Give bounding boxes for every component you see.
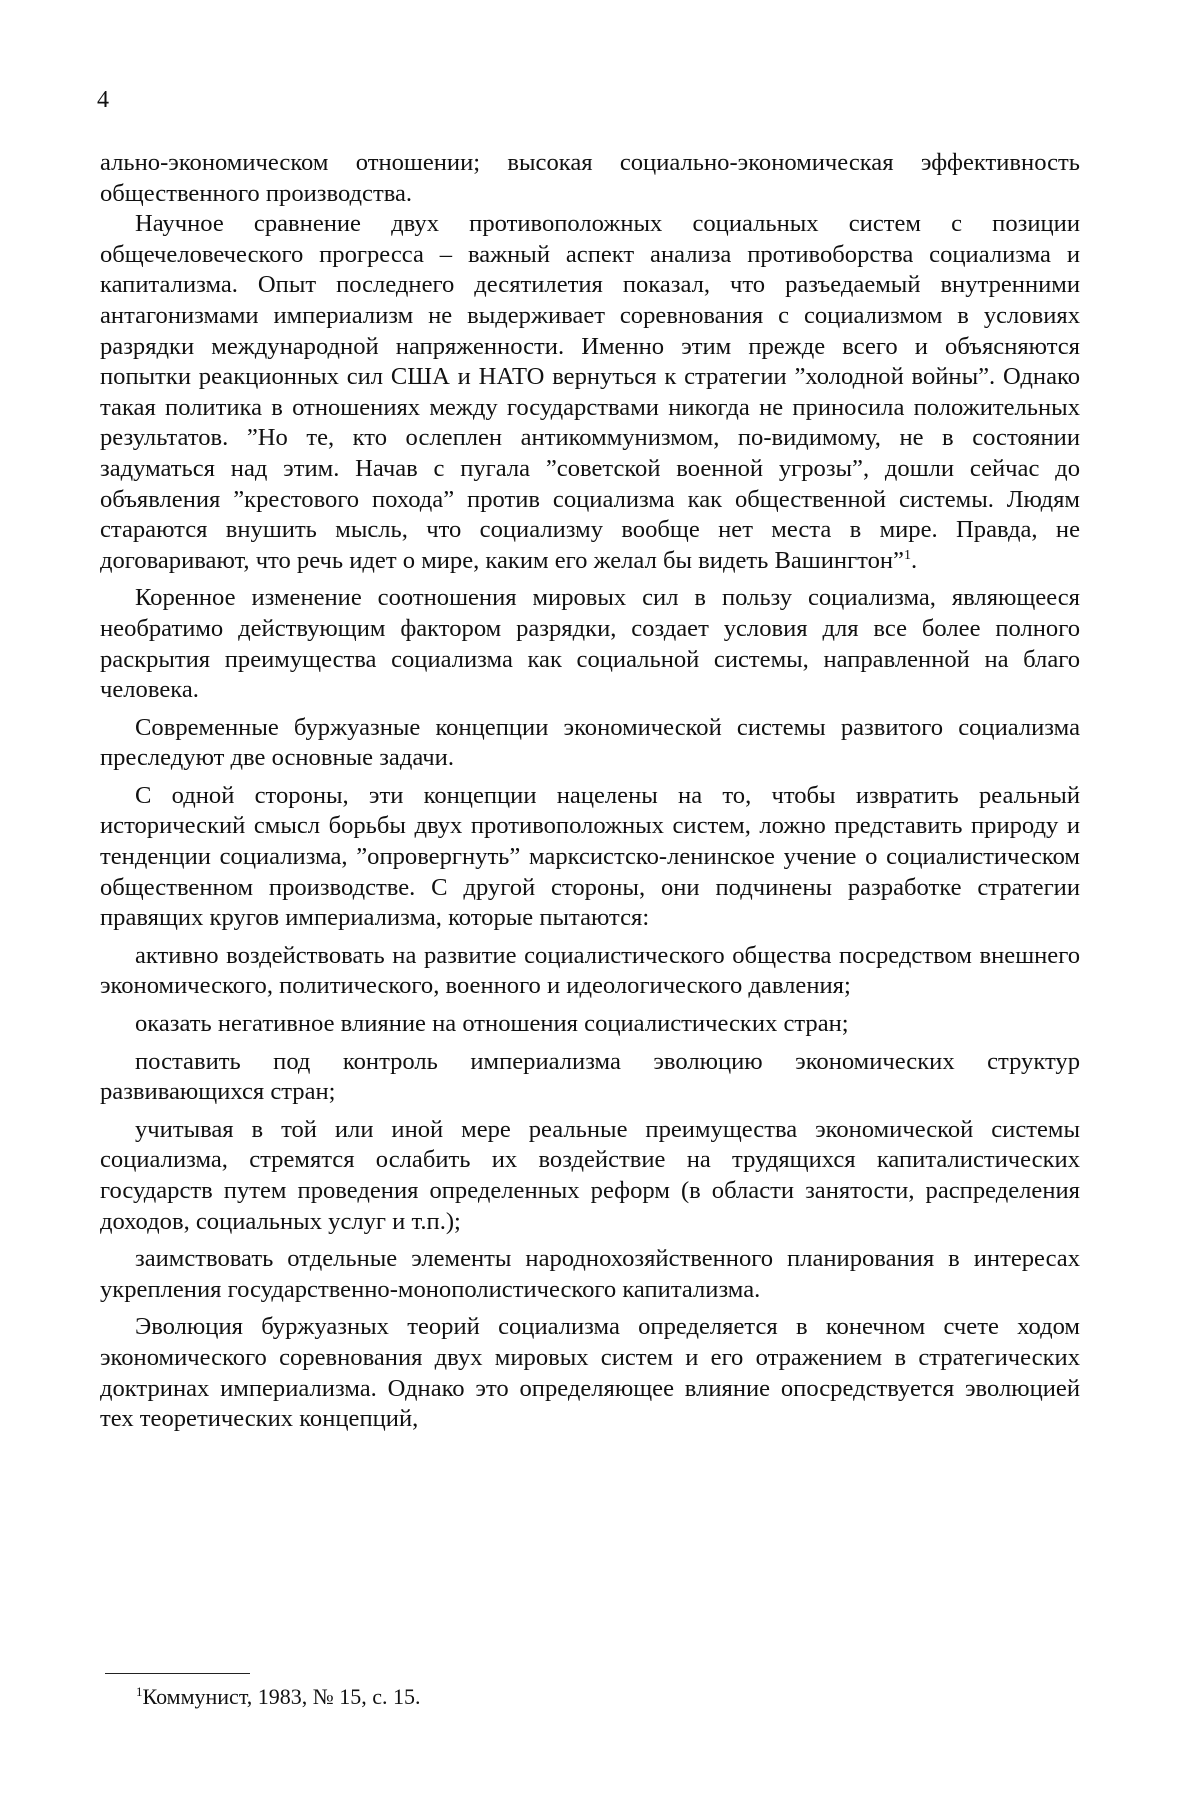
paragraph-4: Современные буржуазные концепции экономической системы развитого социализма преследуют две основные задачи. xyxy=(100,713,1080,772)
paragraph-3: Коренное изменение соотношения мировых сил в пользу социализма, являющееся необратимо действующим фактором разрядки, создает условия для все более полного раскрытия преимущества социализма как социальной системы, направленной на благо человека. xyxy=(100,584,1080,704)
list-item-5: заимствовать отдельные элементы народнохозяйственного планирования в интересах укрепления государственно-монополистического капитализма. xyxy=(100,1245,1080,1303)
paragraph-1: ально-экономическом отношении; высокая социально-экономическая эффективность общественного производства. xyxy=(100,149,1080,207)
footnote-text: Коммунист, 1983, № 15, с. 15. xyxy=(142,1684,421,1709)
paragraph-5: С одной стороны, эти концепции нацелены на то, чтобы извратить реальный исторический смысл борьбы двух противоположных систем, ложно представить природу и тенденции социализма, ”опровергнуть” марксистско-ленинское учение о социалистическом общественном производстве. С другой стороны, они подчинены разработке стратегии правящих кругов империализма, которые пытаются: xyxy=(100,781,1080,932)
list-item-4: учитывая в той или иной мере реальные преимущества экономической системы социализма, стремятся ослабить их воздействие на трудящихся капиталистических государств путем проведения определенных реформ (в области занятости, распределения доходов, социальных услуг и т.п.); xyxy=(100,1115,1080,1235)
body-text xyxy=(100,148,1080,1435)
paragraph-2-tail: . xyxy=(910,546,918,574)
footnote-rule xyxy=(105,1673,250,1674)
footnote xyxy=(136,1683,421,1711)
footnote-marker: 1 xyxy=(136,1684,143,1699)
footnote-ref: 1 xyxy=(903,547,911,563)
page-number: 4 xyxy=(97,87,109,113)
paragraph-6: Эволюция буржуазных теорий социализма определяется в конечном счете ходом экономического соревнования двух мировых систем и его отражением в стратегических доктринах империализма. Однако это определяющее влияние опосредствуется эволюцией тех теоретических концепций, xyxy=(100,1313,1080,1433)
paragraph-2 xyxy=(100,209,1080,576)
list-item-3: поставить под контроль империализма эволюцию экономических структур развивающихся стран; xyxy=(100,1047,1080,1106)
list-item-1: активно воздействовать на развитие социалистического общества посредством внешнего экономического, политического, военного и идеологического давления; xyxy=(100,941,1080,1000)
list-item-2: оказать негативное влияние на отношения социалистических стран; xyxy=(135,1010,849,1038)
paragraph-2-text: Научное сравнение двух противоположных социальных систем с позиции общечеловеческого прогресса – важный аспект анализа противоборства социализма и капитализма. Опыт последнего десятилетия показал, что разъедаемый внутренними антагонизмами империализм не выдерживает соревнования с социализмом в условиях разрядки международной напряженности. Именно этим прежде всего и объясняются попытки реакционных сил США и НАТО вернуться к стратегии ”холодной войны”. Однако такая политика в отношениях между государствами никогда не приносила положительных результатов. ”Но те, кто ослеплен антикоммунизмом, по-видимому, не в состоянии задуматься над этим. Начав с пугала ”советской военной угрозы”, дошли сейчас до объявления ”крестового похода” против социализма как общественной системы. Людям стараются внушить мысль, что социализму вообще нет места в мире. Правда, не договаривают, что речь идет о мире, каким его желал бы видеть Вашингтон” xyxy=(100,210,1080,574)
